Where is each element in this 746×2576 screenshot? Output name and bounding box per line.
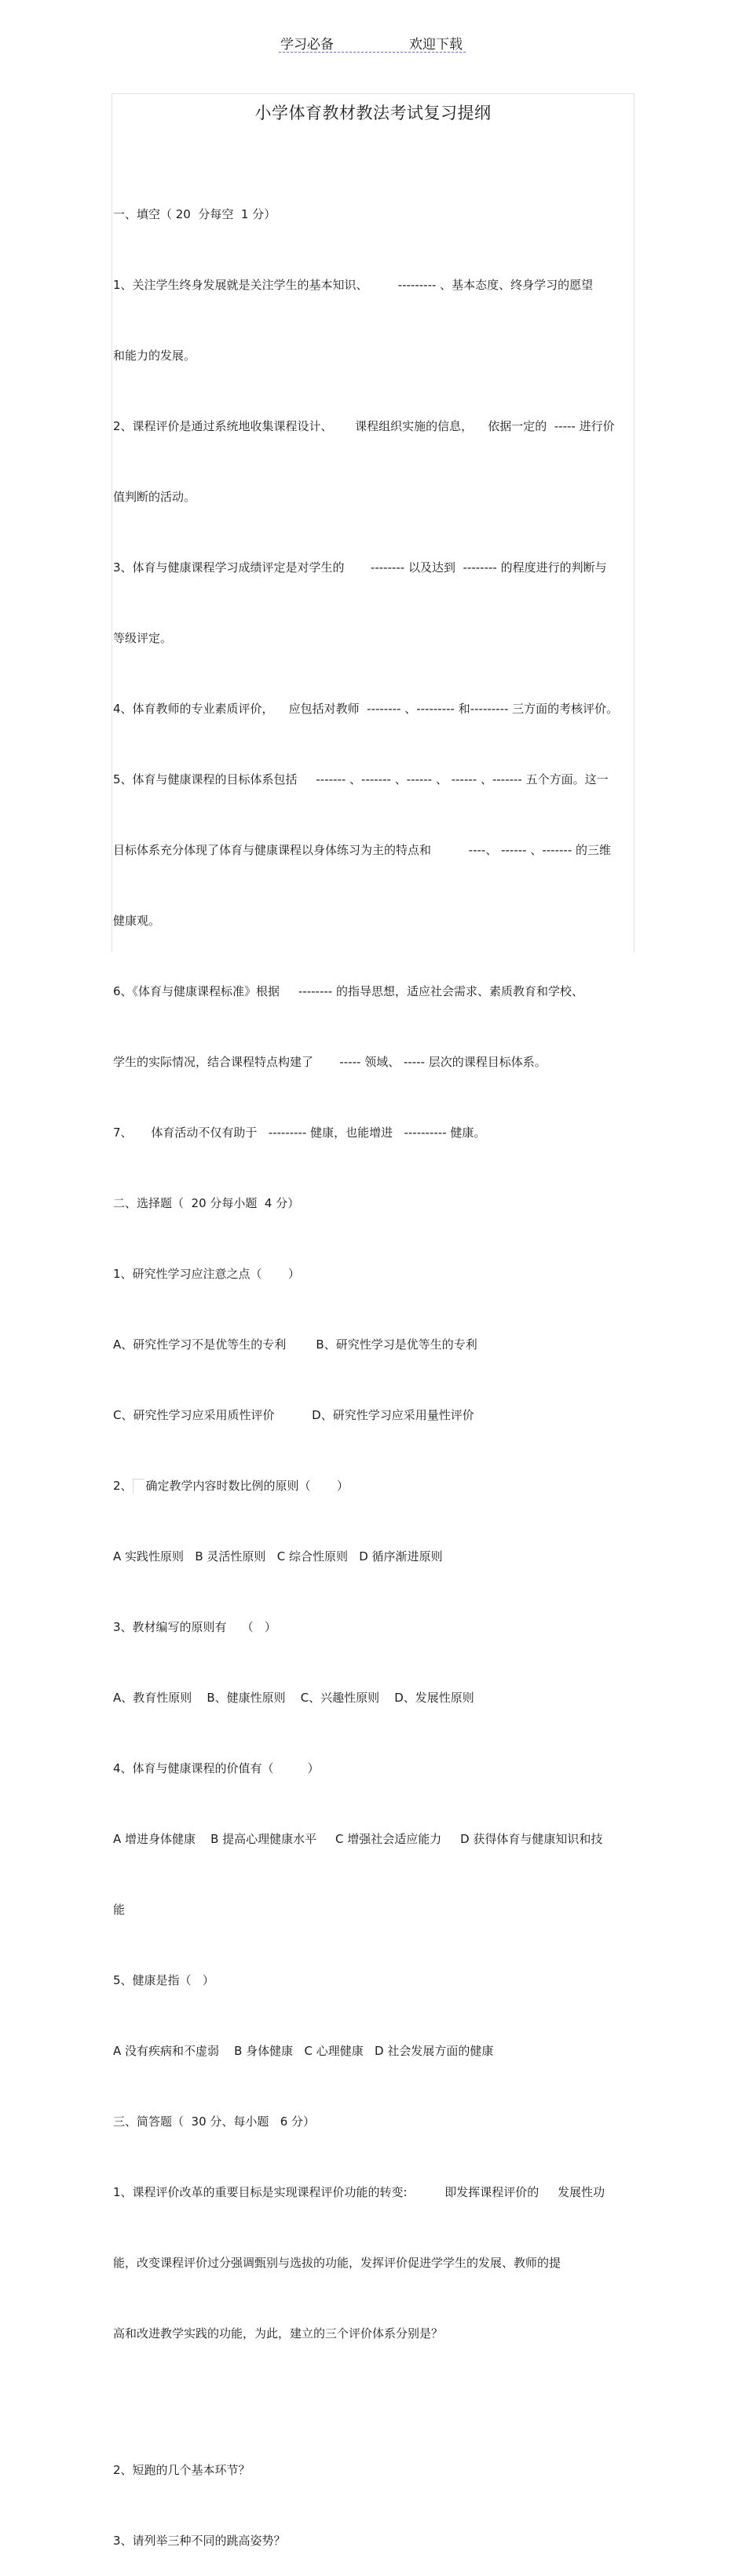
header-right-text: 欢迎下载 bbox=[409, 37, 463, 53]
choice-q3-options: A、教育性原则 B、健康性原则 C、兴趣性原则 D、发展性原则 bbox=[113, 1691, 474, 1705]
fill-q1-line2: 和能力的发展。 bbox=[113, 348, 196, 363]
fill-q3-line2: 等级评定。 bbox=[113, 631, 173, 645]
fill-q4-line1: 4、体育教师的专业素质评价， 应包括对教师 -------- 、--------- 和--------- 三方面的考核评价。 bbox=[113, 702, 619, 716]
fill-q2-line1: 2、课程评价是通过系统地收集课程设计、 课程组织实施的信息， 依据一定的 ----- 进行价 bbox=[113, 419, 615, 433]
choice-q3: 3、教材编写的原则有 （ ） bbox=[113, 1620, 276, 1634]
fill-q7-line1: 7、 体育活动不仅有助于 --------- 健康，也能增进 ---------- 健康。 bbox=[113, 1126, 486, 1140]
choice-q5-options: A 没有疾病和不虚弱 B 身体健康 C 心理健康 D 社会发展方面的健康 bbox=[113, 2044, 494, 2058]
fill-q6-line1: 6、《体育与健康课程标准》根据 -------- 的指导思想，适应社会需求、素质教育和学校、 bbox=[113, 984, 583, 998]
short-q1-line1: 1、课程评价改革的重要目标是实现课程评价功能的转变: 即发挥课程评价的 发展性功 bbox=[113, 2185, 605, 2199]
short-q1-line2: 能，改变课程评价过分强调甄别与选拔的功能，发挥评价促进学学生的发展、教师的提 bbox=[113, 2256, 561, 2270]
fill-q6-line2: 学生的实际情况，结合课程特点构建了 ----- 领域、 ----- 层次的课程目标体系。 bbox=[113, 1055, 547, 1069]
blank-box bbox=[133, 1479, 144, 1494]
choice-q5: 5、健康是指（ ） bbox=[113, 1973, 214, 1987]
fill-q3-line1: 3、体育与健康课程学习成绩评定是对学生的 -------- 以及达到 -------- 的程度进行的判断与 bbox=[113, 560, 607, 575]
section-choice-heading: 二、选择题（ 20 分每小题 4 分） bbox=[113, 1196, 300, 1210]
short-q2: 2、短跑的几个基本环节？ bbox=[113, 2463, 250, 2477]
answer-space bbox=[113, 2392, 633, 2411]
fill-q1-line1: 1、关注学生终身发展就是关注学生的基本知识、 --------- 、基本态度、终身学习的愿望 bbox=[113, 278, 594, 292]
short-q3: 3、请列举三种不同的跳高姿势？ bbox=[113, 2534, 286, 2548]
document-body bbox=[113, 155, 633, 2576]
fill-q5-line1: 5、体育与健康课程的目标体系包括 ------- 、------- 、------ 、 ------ 、------- 五个方面。这一 bbox=[113, 772, 609, 786]
page-header bbox=[279, 31, 466, 53]
section-short-answer-heading: 三、简答题（ 30 分、每小题 6 分） bbox=[113, 2114, 316, 2129]
document-title: 小学体育教材教法考试复习提纲 bbox=[254, 104, 492, 122]
choice-q2-number: 2、 bbox=[113, 1479, 133, 1493]
fill-q5-line3: 健康观。 bbox=[113, 914, 161, 928]
choice-q1-options-cd: C、研究性学习应采用质性评价 D、研究性学习应采用量性评价 bbox=[113, 1408, 474, 1422]
choice-q1: 1、研究性学习应注意之点（ ） bbox=[113, 1267, 300, 1281]
choice-q4: 4、体育与健康课程的价值有（ ） bbox=[113, 1761, 320, 1775]
choice-q1-options-ab: A、研究性学习不是优等生的专利 B、研究性学习是优等生的专利 bbox=[113, 1337, 477, 1352]
choice-q2 bbox=[113, 1474, 633, 1498]
choice-q2-options: A 实践性原则 B 灵活性原则 C 综合性原则 D 循序渐进原则 bbox=[113, 1549, 443, 1563]
choice-q2-text: 确定教学内容时数比例的原则（ ） bbox=[145, 1479, 349, 1493]
fill-q2-line2: 值判断的活动。 bbox=[113, 490, 196, 504]
section-fill-in-heading: 一、填空（ 20 分每空 1 分） bbox=[113, 207, 276, 221]
choice-q4-options-line2: 能 bbox=[113, 1903, 126, 1917]
short-q1-line3: 高和改进教学实践的功能，为此，建立的三个评价体系分别是？ bbox=[113, 2326, 444, 2341]
choice-q4-options-line1: A 增进身体健康 B 提高心理健康水平 C 增强社会适应能力 D 获得体育与健康知识和技 bbox=[113, 1832, 603, 1846]
header-left-text: 学习必备 bbox=[280, 37, 334, 53]
fill-q5-line2: 目标体系充分体现了体育与健康课程以身体练习为主的特点和 ----、 ------ 、------- 的三维 bbox=[113, 843, 612, 857]
